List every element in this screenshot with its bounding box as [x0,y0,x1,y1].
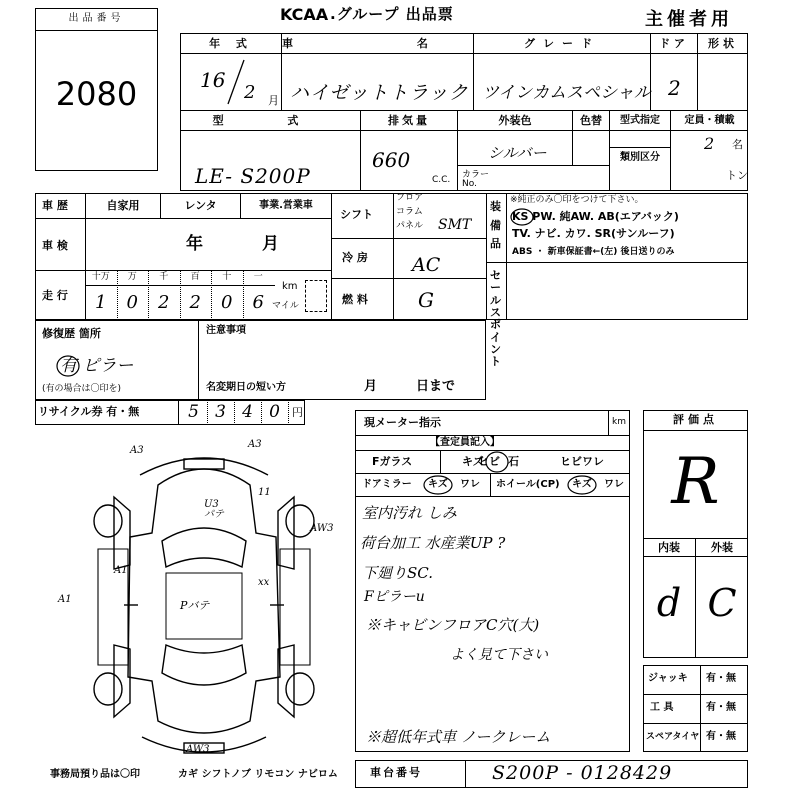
car-name-value: ハイゼットトラック [290,82,469,104]
history-private[interactable]: 自家用 [106,199,140,212]
note-line-2: 荷台加工 水産業UP ? [360,534,506,552]
shift-option-panel[interactable]: パネル [396,221,424,231]
repair-note: (有の場合は〇印を) [42,384,122,394]
grade-value: ツインカムスペシャル [482,83,651,103]
note-line-1: 室内汚れ しみ [362,504,457,522]
glass-crack-circle [484,450,510,474]
inspection-label: 車 検 [42,239,68,252]
mileage-digit: 0 [126,292,138,313]
tools-value[interactable]: 有・無 [706,702,736,713]
form-title: .グループ 出品票 [330,5,454,23]
ks-circle-mark [509,207,535,227]
glass-label: Fガラス [372,455,413,468]
year-value: 16 [200,68,226,92]
name-change-label: 名変期日の短い方 [206,382,286,393]
diagram-mark-u3: U3 パテ [204,499,224,520]
displacement-label: 排気量 [388,114,430,127]
diagram-mark-a3-left: A3 [130,445,144,456]
diagram-mark-11: 11 [258,487,271,498]
car-body-diagram [80,445,340,765]
capacity-label: 定員・積載 [684,115,735,126]
diagram-mark-a3-right: A3 [248,439,262,450]
recycle-digit: 4 [242,402,253,422]
recycle-digit: 5 [188,402,199,422]
chassis-label: 車台番号 [370,766,422,779]
mileage-digit: 2 [158,292,170,313]
displacement-value: 660 [372,148,411,172]
office-items: カギ シフトノブ リモコン ナビロム [178,769,338,780]
glass-opt-stone[interactable]: 石 [508,455,519,468]
exterior-label: 外装 [711,541,733,554]
model-value: LE- S200P [195,164,311,188]
mirror-label: ドアミラー [362,479,412,490]
mileage-digit-label: 千 [159,272,169,282]
inspector-label: 【査定員記入】 [430,437,500,448]
note-line-6: よく見て下さい [450,647,548,663]
model-label: 型 式 [212,114,329,127]
glass-opt-scratch[interactable]: キズ [462,455,484,468]
recycle-digit-divider [288,400,289,425]
name-change-day: 日まで [416,379,456,394]
shape-label: 形状 [708,37,738,50]
equipment-note: ※純正のみ〇印をつけて下さい。 [510,195,644,205]
equipment-line-2[interactable]: TV. ナビ. カワ. SR(サンルーフ) [512,227,675,240]
mile-checkbox[interactable] [305,280,327,312]
recycle-unit: 円 [292,406,303,419]
grade-label: グレード [524,37,600,50]
mileage-digit-label: 十万 [91,272,110,282]
mileage-digit-label: 百 [190,272,200,282]
repair-yes-circle [56,355,80,377]
lot-number: 2080 [55,75,138,113]
fuel-value: G [418,288,434,312]
mirror-opt-crack[interactable]: ワレ [460,479,480,490]
recycle-digit: 3 [215,402,226,422]
inspection-year: 年 [186,234,203,254]
year-label: 年 式 [209,37,253,50]
color-no-label: カラーNo. [462,170,490,190]
lot-number-label: 出品番号 [68,13,125,24]
score-label: 評価点 [673,413,718,426]
remarks-label: 注意事項 [206,325,246,336]
door-value: 2 [668,76,681,100]
jack-value[interactable]: 有・無 [706,673,736,684]
shift-label: シフト [340,208,373,221]
mileage-digit-label: 十 [222,272,232,282]
tools-label: 工 具 [650,702,674,713]
recycle-digit: 0 [269,402,280,422]
history-rental[interactable]: レンタ [184,199,217,212]
mileage-digit: 2 [189,292,201,313]
aircon-label: 冷 房 [342,251,368,264]
equipment-line-3[interactable]: ABS ・ 新車保証書←(左) 後日送りのみ [512,247,675,257]
type-spec-label: 型式指定 [620,115,660,126]
month-unit: 月 [268,94,279,107]
mileage-digit-label: 一 [253,272,263,282]
history-business[interactable]: 事業.営業車 [259,200,313,211]
month-value: 2 [244,82,256,103]
wheel-label: ホイール(CP) [496,479,560,490]
organizer-label: 主催者用 [645,9,733,30]
car-name-label: 車 名 [282,37,488,50]
mirror-opt-scratch[interactable]: キズ [428,479,448,490]
sales-point-label: セールスポイント [490,269,501,369]
glass-opt-crack[interactable]: ヒビ [478,455,500,468]
aircon-value: AC [412,254,441,276]
cc-unit: C.C. [432,175,451,185]
note-line-4: Fピラーu [364,589,425,605]
diagram-mark-aw3-right: AW3 [310,523,334,534]
note-line-5: ※キャビンフロアC穴(大) [366,616,540,634]
diagram-mark-xx: xx [258,577,270,588]
mirror-scratch-circle [422,474,454,496]
color-change-label: 色替 [580,114,602,127]
chassis-number: S200P - 0128429 [492,762,673,784]
door-label: ドア [659,37,689,50]
wheel-scratch-circle [566,474,598,496]
equipment-label: 装備品 [490,200,501,251]
history-label: 車 歴 [42,199,68,212]
diagram-mark-pillar: Pバテ [180,599,210,612]
category-label: 類別区分 [620,152,660,163]
interior-value: d [656,581,682,625]
inspection-month: 月 [262,234,279,254]
glass-opt-chip[interactable]: ヒビワレ [560,455,604,468]
diagram-mark-aw3-bottom: AW3 [186,744,210,755]
note-line-7: ※超低年式車 ノークレーム [366,728,551,746]
spare-value[interactable]: 有・無 [706,731,736,742]
mile-label: マイル [272,301,299,311]
repair-label: 修復歴 箇所 [42,327,101,340]
wheel-opt-crack[interactable]: ワレ [604,479,624,490]
capacity-unit: 名 [732,138,743,151]
shift-value: SMT [438,217,472,233]
recycle-label: リサイクル券 有・無 [38,405,140,418]
jack-label: ジャッキ [648,673,688,684]
score-value: R [671,445,720,519]
meter-km-label: km [612,417,626,427]
office-note: 事務局預り品は〇印 [50,769,140,780]
mileage-digit: 0 [221,292,233,313]
mileage-digit-label: 万 [127,272,137,282]
equipment-line-1[interactable]: KS PW. 純AW. AB(エアバック) [512,210,679,223]
brand-logo: KCAA [280,5,329,24]
wheel-opt-scratch[interactable]: キズ [572,479,592,490]
shift-option-column[interactable]: コラム [396,207,423,217]
diagram-mark-a1-left: A1 [58,594,72,605]
diagram-mark-a1-inner: A1 [114,565,128,576]
repair-value: 有 ピラー [60,356,134,376]
shift-option-floor[interactable]: フロア [396,193,424,203]
mileage-digit: 1 [95,292,107,313]
ext-color-label: 外装色 [498,114,532,127]
interior-label: 内装 [658,541,680,554]
mileage-label: 走 行 [42,289,68,302]
capacity-value: 2 [704,134,715,153]
mileage-digit: 6 [252,292,264,313]
km-label: km [282,281,298,292]
ton-unit: トン [726,169,748,182]
ext-color-value: シルバー [488,144,547,162]
name-change-month: 月 [364,379,378,394]
fuel-label: 燃 料 [342,293,368,306]
meter-label: 現メーター指示 [364,416,441,429]
note-line-3: 下廻りSC. [362,564,433,582]
exterior-value: C [707,581,737,625]
spare-label: スペアタイヤ [646,732,700,742]
